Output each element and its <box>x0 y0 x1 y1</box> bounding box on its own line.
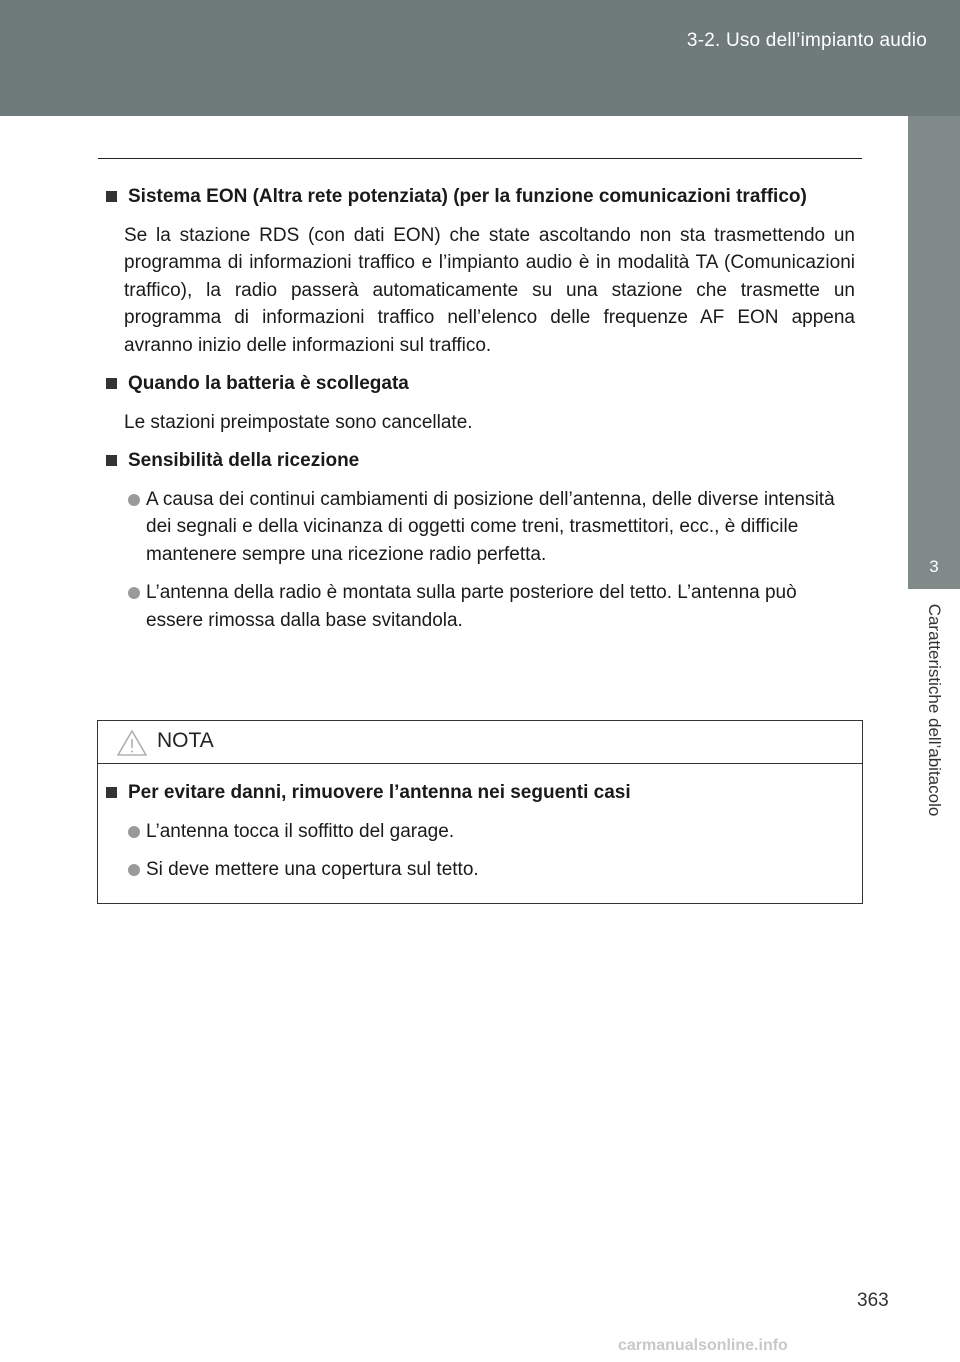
list-item: L’antenna tocca il soffitto del garage. <box>124 818 840 846</box>
section-heading-battery: Quando la batteria è scollegata <box>100 370 855 398</box>
section-heading-eon: Sistema EON (Altra rete potenziata) (per la funzione comunicazioni traffico) <box>100 183 855 211</box>
chapter-title: 3-2. Uso dell’impianto audio <box>686 30 927 51</box>
list-item: A causa dei continui cambiamenti di posizione dell’antenna, delle diverse intensità dei segnali e della vicinanza di oggetti come treni, trasmettitori, ecc., è difficile mantenere sempre una ricezione radio perfetta. <box>124 486 855 569</box>
round-bullet-icon <box>128 587 140 599</box>
note-heading: Per evitare danni, rimuovere l’antenna nei seguenti casi <box>100 779 840 807</box>
note-box <box>97 720 863 904</box>
round-bullet-icon <box>128 494 140 506</box>
note-content <box>100 779 840 895</box>
chapter-label: Caratteristiche dell’abitacolo <box>925 603 944 817</box>
square-bullet-icon <box>106 787 117 798</box>
square-bullet-icon <box>106 191 117 202</box>
note-title: NOTA <box>157 729 214 752</box>
list-item: Si deve mettere una copertura sul tetto. <box>124 856 840 884</box>
round-bullet-icon <box>128 826 140 838</box>
list-item: L’antenna della radio è montata sulla parte posteriore del tetto. L’antenna può essere rimossa dalla base svitandola. <box>124 579 855 634</box>
round-bullet-icon <box>128 864 140 876</box>
note-header <box>98 721 862 764</box>
eon-paragraph: Se la stazione RDS (con dati EON) che state ascoltando non sta trasmettendo un programma di informazioni traffico e l’impianto audio è in modalità TA (Comunicazioni traffico), la radio passerà automaticamente su una stazione che trasmette un programma di informazioni traffico nell’elenco delle frequenze AF EON appena avranno inizio delle informazioni sul traffico. <box>124 224 855 356</box>
top-divider <box>98 158 862 159</box>
chapter-tab-label-area <box>908 500 960 920</box>
watermark: carmanualsonline.info <box>618 1337 788 1354</box>
main-content <box>100 183 855 645</box>
page-header <box>0 0 960 116</box>
section-heading-reception: Sensibilità della ricezione <box>100 447 855 475</box>
square-bullet-icon <box>106 378 117 389</box>
warning-triangle-icon <box>116 729 148 762</box>
chapter-number: 3 <box>929 557 939 576</box>
page-number: 363 <box>857 1290 889 1311</box>
battery-paragraph: Le stazioni preimpostate sono cancellate. <box>124 411 473 433</box>
square-bullet-icon <box>106 455 117 466</box>
